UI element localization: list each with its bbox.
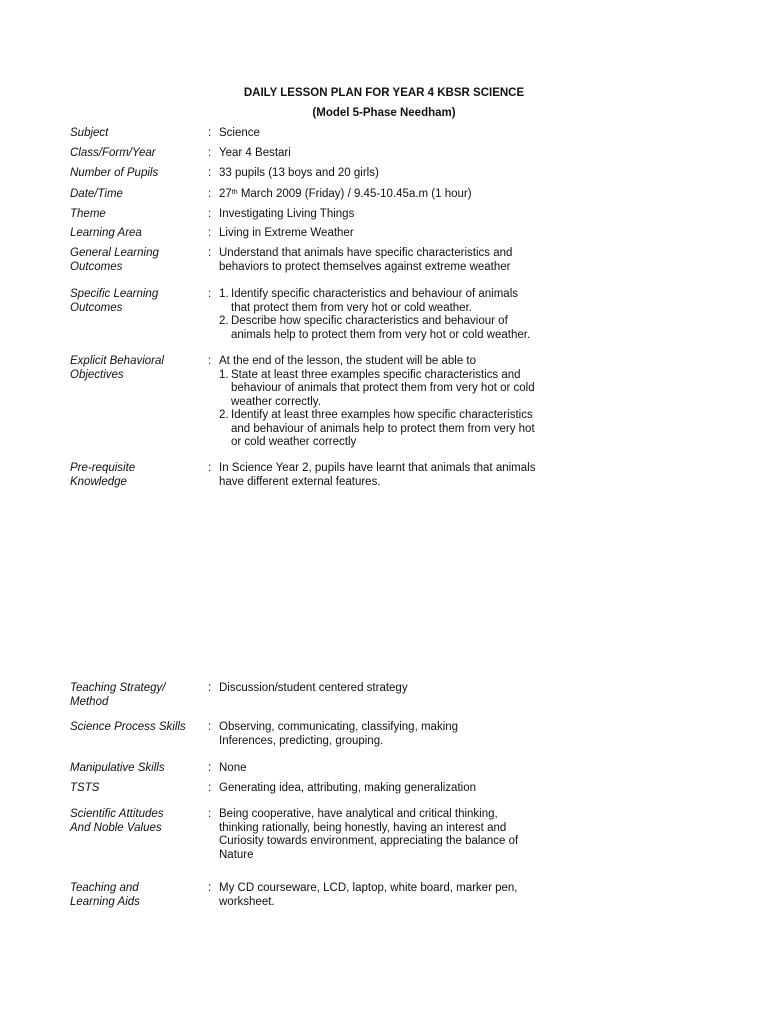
- sps-line2: Inferences, predicting, grouping.: [219, 734, 384, 747]
- sanv-label-line1: Scientific Attitudes: [70, 808, 164, 820]
- list-number: 1.: [219, 288, 229, 300]
- document-subtitle: (Model 5-Phase Needham): [312, 107, 456, 119]
- colon: :: [208, 808, 212, 820]
- colon: :: [208, 127, 212, 139]
- ms-label: Manipulative Skills: [70, 762, 165, 774]
- ebo-item-1: [219, 369, 559, 383]
- slo-item-2-line1: Describe how specific characteristics and behaviour of: [231, 315, 508, 327]
- colon: :: [208, 167, 212, 179]
- colon: :: [208, 355, 212, 367]
- ebo-item-2-line3: or cold weather correctly: [231, 436, 357, 448]
- subject-value: Science: [219, 127, 260, 139]
- sanv-line2: thinking rationally, being honestly, having an interest and: [219, 821, 507, 834]
- colon: :: [208, 247, 212, 259]
- tla-line2: worksheet.: [219, 895, 275, 908]
- colon: :: [208, 208, 212, 220]
- pupils-label: Number of Pupils: [70, 167, 159, 179]
- tla-label-line1: Teaching and: [70, 882, 139, 894]
- subject-label: Subject: [70, 127, 109, 139]
- theme-label: Theme: [70, 208, 106, 220]
- sps-line1: Observing, communicating, classifying, making: [219, 721, 459, 733]
- ebo-item-2-line1: Identify at least three examples how specific characteristics: [231, 409, 533, 421]
- tla-label: [70, 882, 206, 909]
- sanv-line1: Being cooperative, have analytical and critical thinking,: [219, 808, 498, 820]
- ebo-intro: At the end of the lesson, the student will be able to: [219, 355, 477, 367]
- colon: :: [208, 462, 212, 474]
- prk-label: [70, 462, 206, 489]
- tsm-label-line1: Teaching Strategy/: [70, 682, 166, 694]
- class-label: Class/Form/Year: [70, 147, 156, 159]
- area-label: Learning Area: [70, 227, 142, 239]
- slo-item-2: [219, 315, 559, 329]
- ebo-label-line1: Explicit Behavioral: [70, 355, 164, 367]
- sanv-value: [219, 808, 559, 862]
- tsts-value: Generating idea, attributing, making generalization: [219, 782, 476, 794]
- tla-line1: My CD courseware, LCD, laptop, white board, marker pen,: [219, 882, 518, 894]
- ebo-item-1-line2: behaviour of animals that protect them from very hot or cold: [231, 382, 535, 394]
- prk-label-line2: Knowledge: [70, 475, 127, 488]
- ebo-label: [70, 355, 206, 382]
- tsm-value: Discussion/student centered strategy: [219, 682, 408, 694]
- prk-line2: have different external features.: [219, 475, 381, 488]
- tla-label-line2: Learning Aids: [70, 895, 140, 908]
- date-rest: March 2009 (Friday) / 9.45-10.45a.m (1 hour): [237, 188, 472, 200]
- colon: :: [208, 288, 212, 300]
- slo-item-2-line2: animals help to protect them from very hot or cold weather.: [231, 328, 531, 341]
- ebo-value: [219, 355, 559, 450]
- colon: :: [208, 188, 212, 200]
- area-value: Living in Extreme Weather: [219, 227, 354, 239]
- prk-line1: In Science Year 2, pupils have learnt that animals that animals: [219, 462, 536, 474]
- ms-value: None: [219, 762, 247, 774]
- pupils-value: 33 pupils (13 boys and 20 girls): [219, 167, 379, 179]
- glo-value: [219, 247, 559, 274]
- tsts-label: TSTS: [70, 782, 100, 794]
- prk-label-line1: Pre-requisite: [70, 462, 136, 474]
- colon: :: [208, 782, 212, 794]
- tsm-label: [70, 682, 206, 709]
- colon: :: [208, 721, 212, 733]
- colon: :: [208, 227, 212, 239]
- sanv-line4: Nature: [219, 848, 254, 861]
- ebo-item-1-line1: State at least three examples specific characteristics and: [231, 368, 521, 381]
- ebo-item-1-line3: weather correctly.: [231, 395, 321, 408]
- glo-line1: Understand that animals have specific characteristics and: [219, 247, 513, 259]
- colon: :: [208, 882, 212, 894]
- colon: :: [208, 682, 212, 694]
- tsm-label-line2: Method: [70, 695, 109, 708]
- ebo-label-line2: Objectives: [70, 368, 124, 381]
- date-day: 27: [219, 188, 232, 200]
- glo-label-line2: Outcomes: [70, 260, 123, 273]
- slo-item-1-line2: that protect them from very hot or cold weather.: [231, 301, 472, 314]
- ebo-item-2-line2: and behaviour of animals help to protect them from very hot: [231, 422, 535, 435]
- glo-label: [70, 247, 206, 274]
- ebo-item-2: [219, 409, 559, 423]
- glo-line2: behaviors to protect themselves against extreme weather: [219, 260, 511, 273]
- theme-value: Investigating Living Things: [219, 208, 355, 220]
- glo-label-line1: General Learning: [70, 247, 159, 259]
- slo-value: [219, 288, 559, 342]
- slo-label-line2: Outcomes: [70, 301, 123, 314]
- slo-label: [70, 288, 206, 315]
- colon: :: [208, 147, 212, 159]
- sps-label: Science Process Skills: [70, 721, 186, 733]
- sanv-label: [70, 808, 206, 835]
- sanv-label-line2: And Noble Values: [70, 821, 162, 834]
- slo-item-1-line1: Identify specific characteristics and behaviour of animals: [231, 288, 519, 300]
- list-number: 1.: [219, 368, 229, 381]
- class-value: Year 4 Bestari: [219, 147, 291, 159]
- sanv-line3: Curiosity towards environment, appreciating the balance of: [219, 835, 519, 847]
- list-number: 2.: [219, 315, 229, 327]
- list-number: 2.: [219, 409, 229, 421]
- date-suffix: th: [231, 189, 238, 196]
- slo-label-line1: Specific Learning: [70, 288, 159, 300]
- date-label: Date/Time: [70, 188, 123, 200]
- document-title: DAILY LESSON PLAN FOR YEAR 4 KBSR SCIENCE: [243, 87, 525, 99]
- colon: :: [208, 762, 212, 774]
- sps-value: [219, 721, 559, 748]
- slo-item-1: [219, 288, 559, 302]
- prk-value: [219, 462, 559, 489]
- date-value: [219, 188, 559, 202]
- tla-value: [219, 882, 559, 909]
